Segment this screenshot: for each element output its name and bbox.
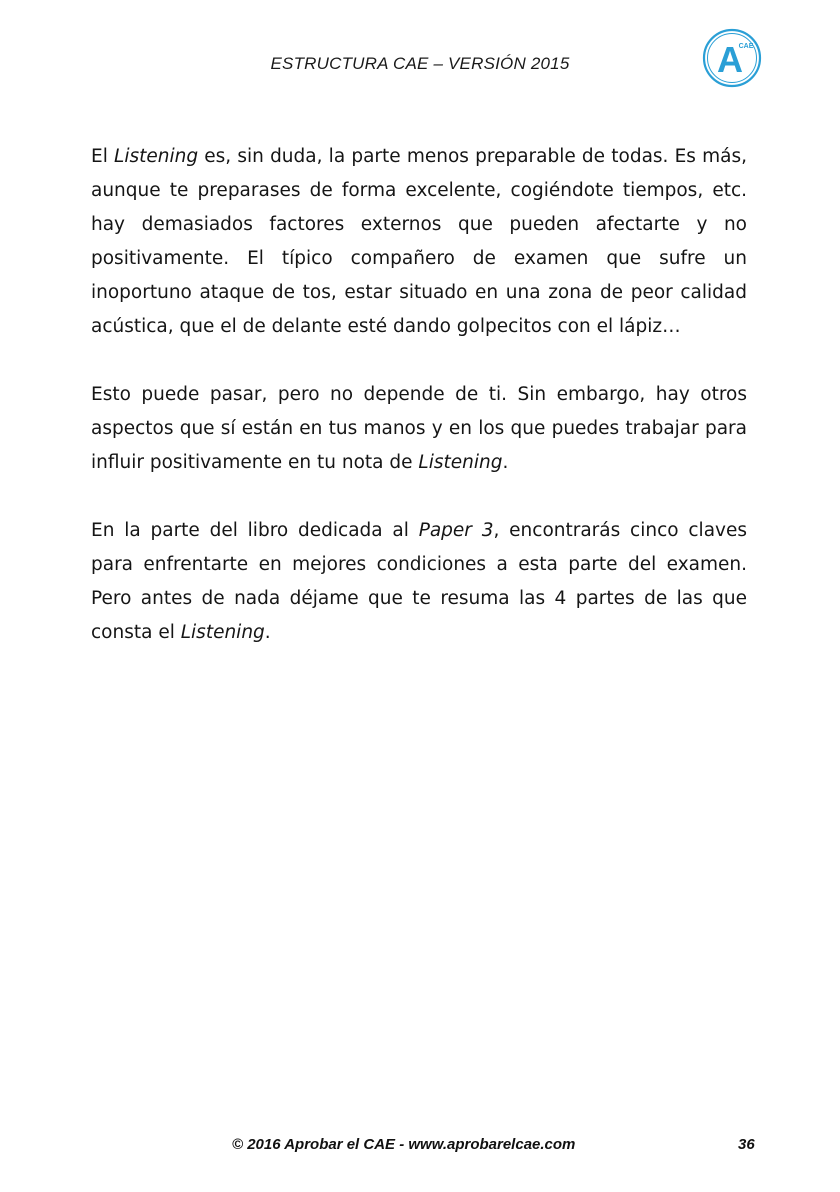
aprobar-cae-logo-icon	[702, 28, 762, 88]
footer-copyright: © 2016 Aprobar el CAE - www.aprobarelcae.com	[232, 1136, 576, 1153]
paragraph	[91, 514, 747, 650]
text-run: Esto puede pasar, pero no depende de ti. Sin embargo, hay otros aspectos que sí están en tus manos y en los que puedes trabajar para influir positivamente en tu nota de	[91, 384, 747, 473]
text-run-italic: Paper 3	[418, 520, 494, 541]
text-run: , encontrarás cinco claves para enfrentarte en mejores condiciones a esta parte del examen. Pero antes de nada déjame que te resuma las 4 partes de las que consta el	[91, 520, 748, 643]
paragraph	[91, 140, 747, 344]
text-run: .	[264, 622, 271, 643]
text-run: En la parte del libro dedicada al	[91, 520, 419, 541]
text-run-italic: Listening	[418, 452, 503, 473]
page-header-title: ESTRUCTURA CAE – VERSIÓN 2015	[270, 54, 570, 73]
text-run: es, sin duda, la parte menos preparable de todas. Es más, aunque te preparases de forma excelente, cogiéndote tiempos, etc. hay demasiados factores externos que pueden afectarte y no positivamente. El típico compañero de examen que sufre un inoportuno ataque de tos, estar situado en una zona de peor calidad acústica, que el de delante esté dando golpecitos con el lápiz…	[91, 146, 748, 337]
text-run-italic: Listening	[180, 622, 265, 643]
paragraph	[91, 378, 747, 480]
text-run: .	[502, 452, 509, 473]
page-number: 36	[738, 1136, 755, 1153]
text-run: El	[91, 146, 115, 167]
text-run-italic: Listening	[114, 146, 199, 167]
logo-letter: A	[717, 39, 743, 80]
main-text	[91, 140, 747, 650]
logo-label: CAE	[738, 43, 754, 50]
